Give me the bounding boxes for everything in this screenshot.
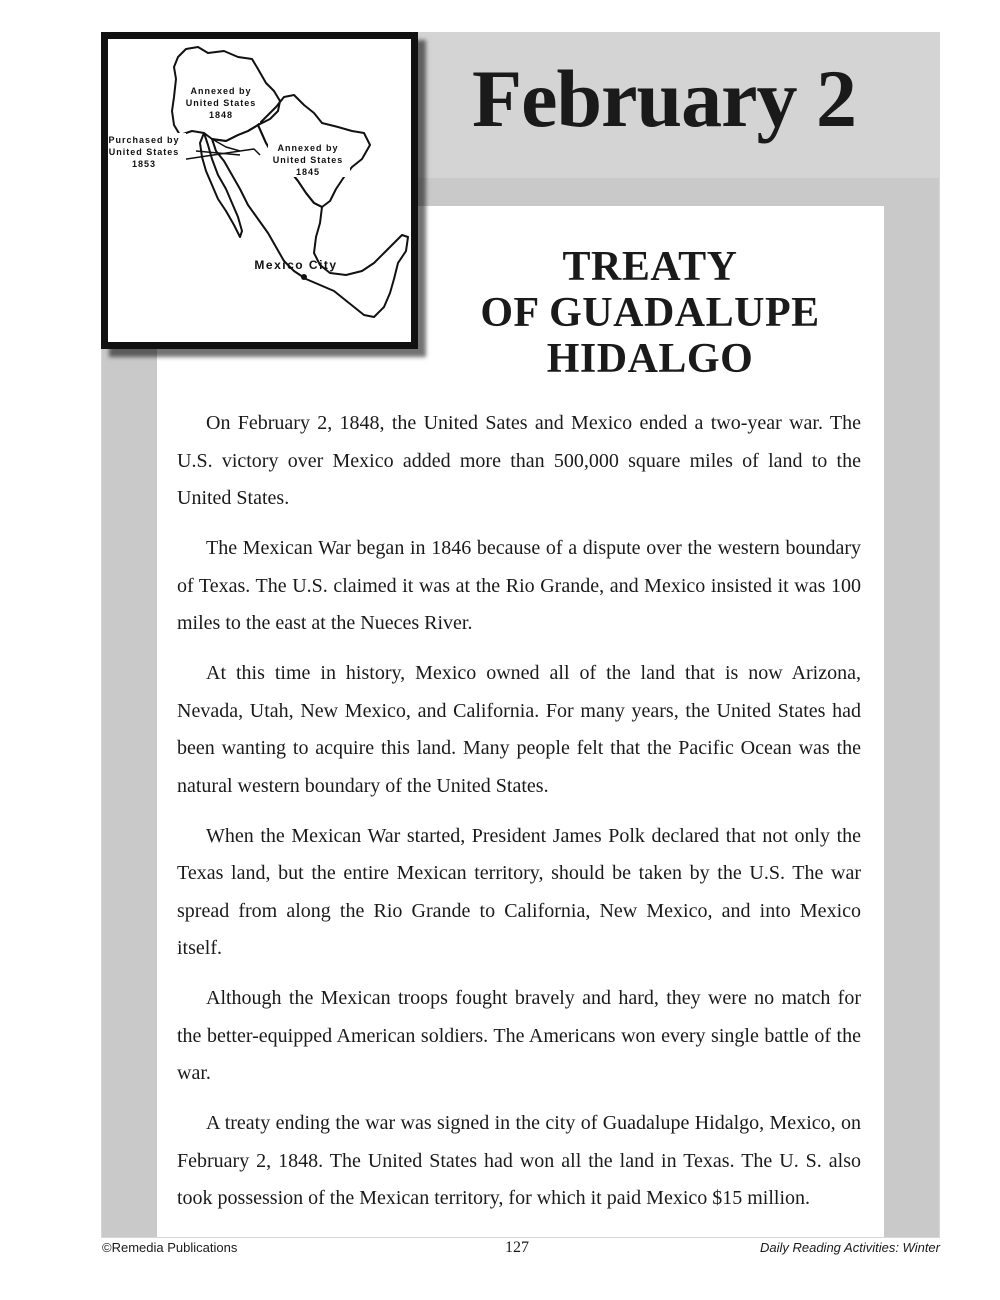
- footer-copyright: ©Remedia Publications: [102, 1240, 238, 1255]
- label-mexico-city: Mexico City: [254, 258, 338, 272]
- article-title-line-1: TREATY: [562, 244, 738, 290]
- article-title-line-3: HIDALGO: [546, 336, 754, 382]
- label-purchased-1853-line3: 1853: [131, 159, 157, 169]
- map-illustration: [101, 32, 418, 349]
- article-title: [460, 244, 840, 382]
- label-annexed-1845-line3: 1845: [295, 167, 321, 177]
- baja-peninsula-outline: [200, 133, 242, 237]
- label-purchased-1853-line2: United States: [108, 147, 180, 157]
- label-purchased-1853-line1: Purchased by: [108, 135, 180, 145]
- article-title-line-2: OF GUADALUPE: [480, 290, 820, 336]
- article-paragraph: At this time in history, Mexico owned all of the land that is now Arizona, Nevada, Utah, New Mexico, and California. For many years, the United States had been wanting to acquire this land. Many people felt that the Pacific Ocean was the natural western boundary of the United States.: [177, 662, 861, 797]
- map-svg: [108, 39, 411, 342]
- article-paragraph: A treaty ending the war was signed in the city of Guadalupe Hidalgo, Mexico, on February 2, 1848. The United States had won all the land in Texas. The U. S. also took possession of the Mexican territory, for which it paid Mexico $15 million.: [177, 1112, 861, 1209]
- article-paragraph: Although the Mexican troops fought bravely and hard, they were no match for the better-equipped American soldiers. The Americans won every single battle of the war.: [177, 987, 861, 1084]
- article-paragraph: The Mexican War began in 1846 because of a dispute over the western boundary of Texas. The U.S. claimed it was at the Rio Grande, and Mexico insisted it was 100 miles to the east at the Nueces River.: [177, 537, 861, 634]
- title-band: [418, 32, 940, 178]
- article-paragraph: When the Mexican War started, President James Polk declared that not only the Texas land, but the entire Mexican territory, should be taken by the U.S. The war spread from along the Rio Grande to California, New Mexico, and into Mexico itself.: [177, 824, 861, 959]
- label-annexed-1848-line1: Annexed by: [190, 86, 252, 96]
- label-annexed-1845-line2: United States: [272, 155, 344, 165]
- article-paragraph: On February 2, 1848, the United Sates and Mexico ended a two-year war. The U.S. victory over Mexico added more than 500,000 square miles of land to the United States.: [177, 412, 861, 509]
- footer-page-number: 127: [505, 1239, 529, 1256]
- page-date-title: February 2: [472, 53, 856, 144]
- label-annexed-1848-line2: United States: [185, 98, 257, 108]
- label-annexed-1848-line3: 1848: [208, 110, 234, 120]
- footer-book-title: Daily Reading Activities: Winter: [759, 1240, 940, 1255]
- mexico-city-marker: [301, 274, 307, 280]
- article-body: [177, 405, 861, 1230]
- label-annexed-1845-line1: Annexed by: [277, 143, 339, 153]
